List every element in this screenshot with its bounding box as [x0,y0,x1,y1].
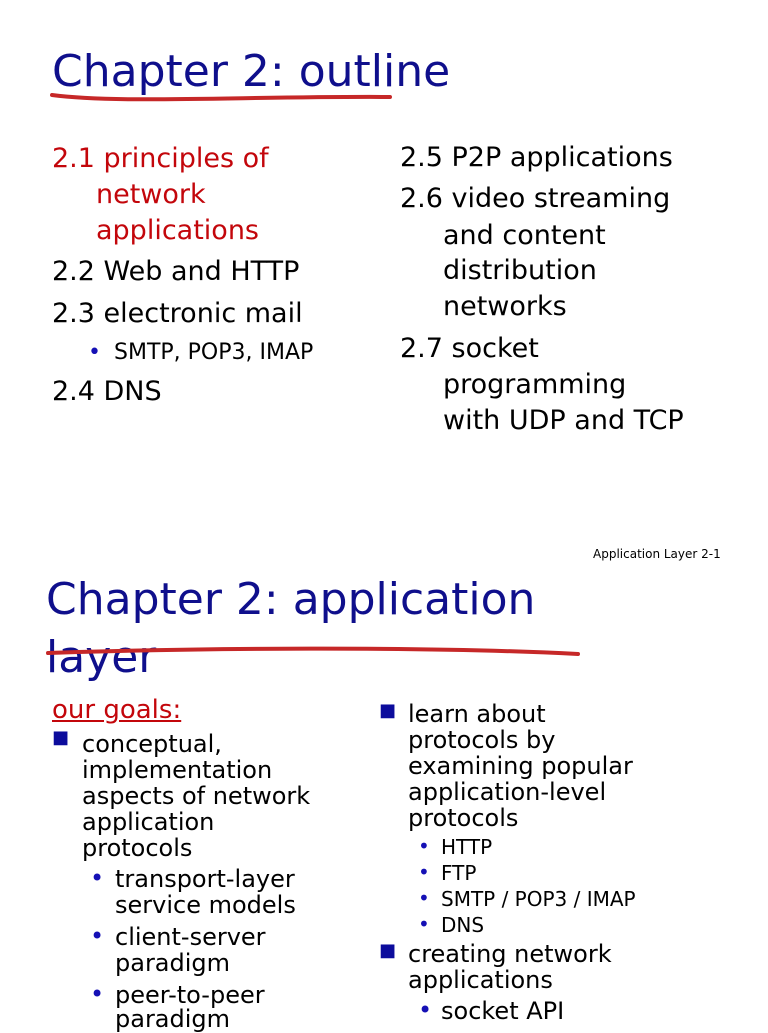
outline-item-2-6-cont: distribution [443,255,597,286]
outline-item-2-2: 2.2 Web and HTTP [52,256,300,287]
bullet-dot-icon: • [88,340,101,365]
outline-item-2-7: 2.7 socket [400,333,539,364]
goal-line: aspects of network [82,782,311,810]
outline-item-2-6: 2.6 video streaming [400,183,671,214]
goal-line: protocols by [408,726,556,754]
slide-title: Chapter 2: outline [52,46,451,97]
outline-item-2-5: 2.5 P2P applications [400,142,673,173]
bullet-dot-icon: • [418,834,430,858]
goal-line: creating network [408,940,612,968]
goal-line: protocols [82,834,193,862]
goal-line: conceptual, [82,730,222,758]
bullet-dot-icon: • [90,864,105,892]
goal-subitem: client-server [115,923,266,951]
bullet-dot-icon: • [418,912,430,936]
goal-subitem: peer-to-peer [115,981,265,1009]
bullet-dot-icon: • [418,886,430,910]
outline-subitem: SMTP, POP3, IMAP [114,340,314,365]
protocol-item: FTP [441,861,477,885]
bullet-dot-icon: • [90,980,105,1008]
goals-heading: our goals: [52,695,182,725]
outline-item-2-3: 2.3 electronic mail [52,298,303,329]
bullet-dot-icon: • [418,996,433,1024]
outline-item-2-7-cont: programming [443,369,627,400]
outline-item-2-7-cont: with UDP and TCP [443,405,684,436]
outline-item-2-1: 2.1 principles of [52,143,269,174]
goal-subitem: transport-layer [115,865,295,893]
goal-line: applications [408,966,553,994]
outline-item-2-1-cont: applications [96,215,260,246]
goal-line: application-level [408,778,607,806]
goal-line: application [82,808,215,836]
protocol-item: HTTP [441,835,493,859]
goal-subitem: socket API [441,997,565,1025]
bullet-dot-icon: • [90,922,105,950]
goal-subitem-cont: service models [115,891,296,919]
square-bullet-icon: ■ [52,727,70,748]
goal-subitem-cont: paradigm [115,1005,231,1033]
goal-subitem-cont: paradigm [115,949,231,977]
goal-line: protocols [408,804,519,832]
outline-item-2-6-cont: networks [443,291,567,322]
protocol-item: SMTP / POP3 / IMAP [441,887,636,911]
outline-item-2-6-cont: and content [443,220,606,251]
square-bullet-icon: ■ [379,700,397,721]
goal-line: implementation [82,756,273,784]
protocol-item: DNS [441,913,485,937]
slide-title: Chapter 2: application [46,574,536,625]
slide-title-cont: layer [46,632,157,683]
outline-item-2-1-cont: network [96,179,206,210]
goal-line: examining popular [408,752,633,780]
square-bullet-icon: ■ [379,940,397,961]
slide-footer: Application Layer 2-1 [593,547,721,561]
outline-item-2-4: 2.4 DNS [52,376,162,407]
bullet-dot-icon: • [418,860,430,884]
goal-line: learn about [408,700,546,728]
